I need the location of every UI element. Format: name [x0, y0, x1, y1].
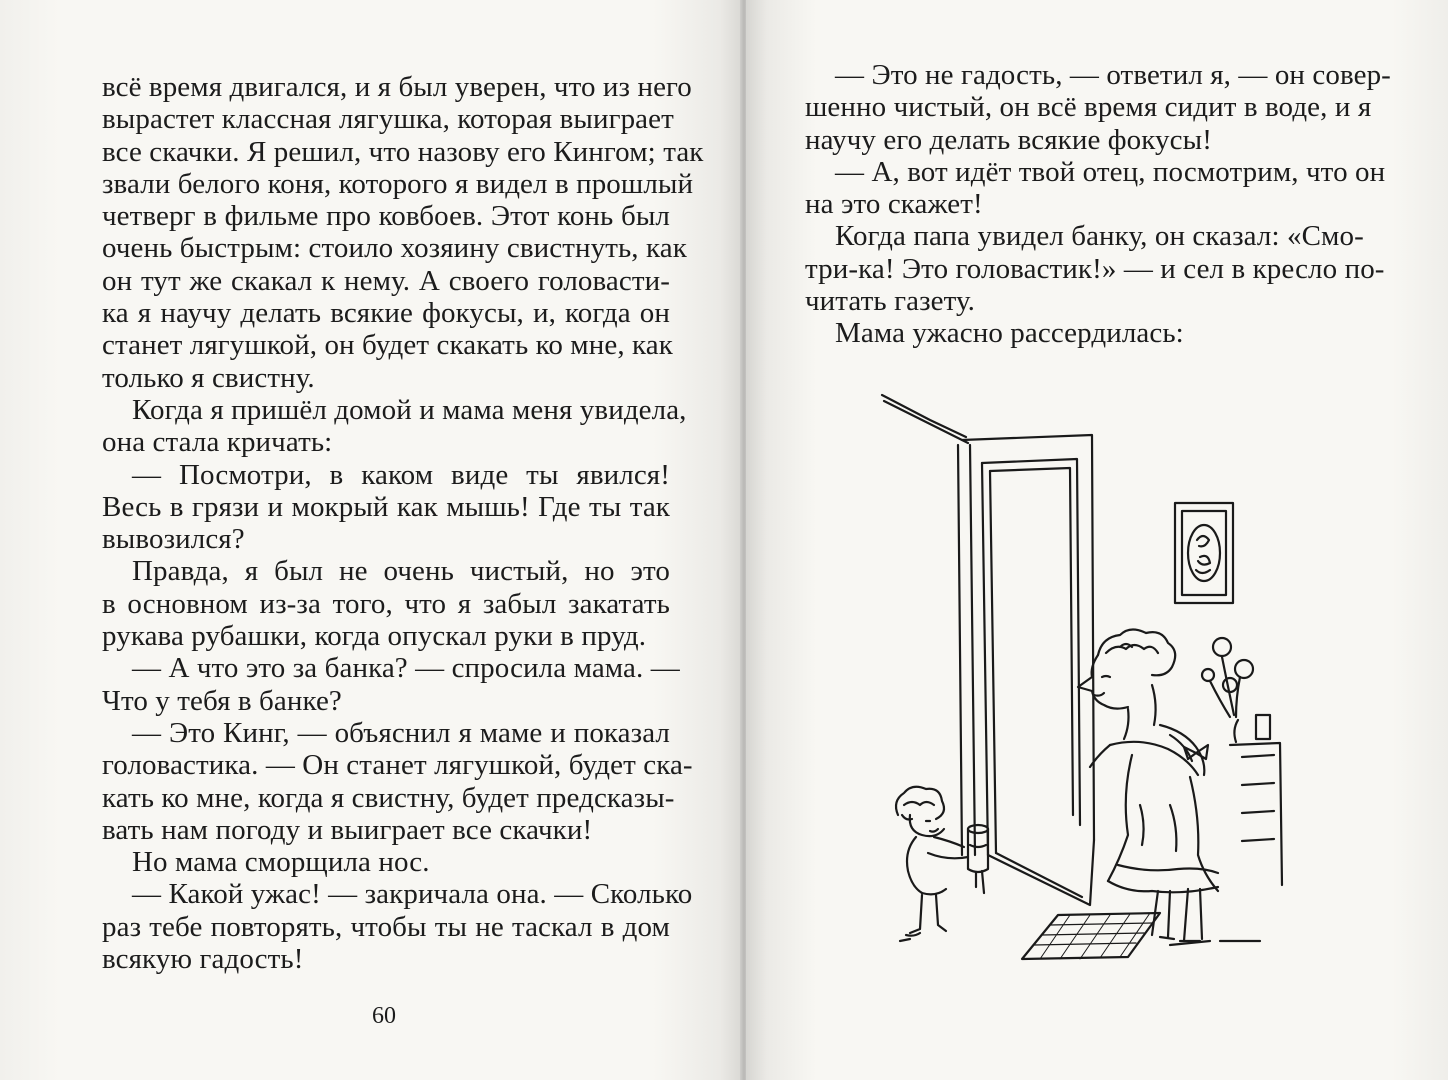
- left-text-line: головастика. — Он станет лягушкой, будет ска-: [102, 749, 693, 782]
- left-text-line: очень быстрым: стоило хозяину свистнуть, как: [102, 232, 687, 265]
- left-text-line: в основном из-за того, что я забыл закатать: [102, 587, 670, 620]
- left-text-line: четверг в фильме про ковбоев. Этот конь был: [102, 200, 670, 233]
- right-text-line: Когда папа увидел банку, он сказал: «Смо-: [835, 220, 1364, 253]
- cabinet-with-flowers-drawing: [1202, 638, 1282, 885]
- left-text-line: раз тебе повторять, чтобы ты не таскал в дом: [102, 910, 670, 943]
- page-number: 60: [372, 1003, 396, 1029]
- right-text-line: три-ка! Это головастик!» — и сел в кресло по-: [805, 252, 1385, 285]
- right-text-line: читать газету.: [805, 285, 976, 318]
- left-text-line: всё время двигался, и я был уверен, что из него: [102, 71, 692, 103]
- mother-figure-drawing: [1078, 629, 1218, 941]
- right-text-line: — Это не гадость, — ответил я, — он совер-: [835, 59, 1391, 91]
- left-text-line: станет лягушкой, он будет скакать ко мне, как: [102, 329, 673, 362]
- right-text-line: шенно чистый, он всё время сидит в воде, и я: [805, 91, 1372, 124]
- left-text-line: Весь в грязи и мокрый как мышь! Где ты так: [102, 490, 670, 523]
- left-text-line: Правда, я был не очень чистый, но это: [132, 555, 670, 588]
- left-text-line: он тут же скакал к нему. А своего головасти-: [102, 264, 670, 297]
- illustration-mother-and-boy: [870, 385, 1310, 985]
- left-text-line: ка я научу делать всякие фокусы, и, когда он: [102, 297, 670, 330]
- left-text-line: все скачки. Я решил, что назову его Кингом; так: [102, 135, 704, 168]
- wall-picture-drawing: [1175, 503, 1233, 603]
- right-text-line: на это скажет!: [805, 188, 983, 221]
- left-text-line: она стала кричать:: [102, 426, 333, 459]
- door-frame-drawing: [958, 435, 1094, 905]
- left-text-line: — Посмотри, в каком виде ты явился!: [132, 458, 670, 491]
- left-text-line: только я свистну.: [102, 361, 315, 394]
- left-text-line: кать ко мне, когда я свистну, будет предсказы-: [102, 781, 675, 814]
- left-text-line: Что у тебя в банке?: [102, 684, 342, 717]
- left-text-line: вырастет классная лягушка, которая выиграет: [102, 103, 674, 136]
- left-text-line: вывозился?: [102, 523, 245, 556]
- left-text-line: — Какой ужас! — закричала она. — Сколько: [132, 878, 693, 911]
- right-text-line: Мама ужасно рассердилась:: [835, 317, 1184, 350]
- left-text-line: рукава рубашки, когда опускал руки в пруд.: [102, 620, 647, 653]
- left-text-line: — А что это за банка? — спросила мама. —: [132, 652, 680, 685]
- left-text-line: Но мама сморщила нос.: [132, 846, 430, 879]
- wall-corner-drawing: [882, 395, 968, 443]
- left-text-line: вать нам погоду и выиграет все скачки!: [102, 813, 593, 846]
- left-text-line: звали белого коня, которого я видел в прошлый: [102, 167, 694, 200]
- right-text-line: научу его делать всякие фокусы!: [805, 123, 1212, 156]
- left-text-line: всякую гадость!: [102, 943, 304, 976]
- right-page-text: [805, 59, 1391, 350]
- doormat-drawing: [1022, 913, 1160, 959]
- right-text-line: — А, вот идёт твой отец, посмотрим, что он: [835, 155, 1386, 188]
- left-page-text: [102, 71, 704, 976]
- left-text-line: — Это Кинг, — объяснил я маме и показал: [132, 716, 670, 749]
- left-text-line: Когда я пришёл домой и мама меня увидела,: [132, 393, 687, 426]
